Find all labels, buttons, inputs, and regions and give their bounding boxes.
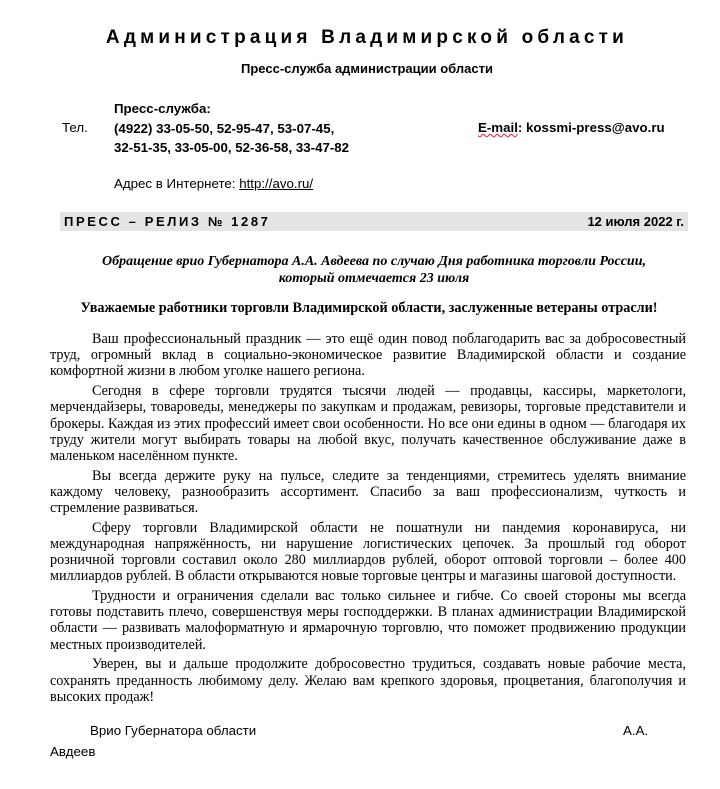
press-service-heading: Пресс-служба: bbox=[114, 101, 211, 116]
release-bar bbox=[60, 212, 688, 231]
phones-line-1: (4922) 33-05-50, 52-95-47, 53-07-45, bbox=[114, 120, 335, 136]
press-service-subtitle: Пресс-служба администрации области bbox=[241, 61, 493, 76]
appeal-heading bbox=[62, 253, 686, 287]
phones-line-2: 32-51-35, 33-05-00, 52-36-58, 33-47-82 bbox=[114, 140, 350, 155]
release-number: ПРЕСС – РЕЛИЗ № 1287 bbox=[64, 214, 271, 229]
paragraph: Вы всегда держите руку на пульсе, следите за тенденциями, стремитесь уделять внимание каждому человеку, разнообразить ассортимент. Спасибо за ваш профессионализм, чуткость и стремление развиваться. bbox=[50, 467, 686, 517]
letter-body bbox=[50, 331, 686, 708]
salutation: Уважаемые работники торговли Владимирской области, заслуженные ветераны отрасли! bbox=[80, 300, 658, 316]
signature-initials: А.А. bbox=[623, 723, 649, 738]
signature-title: Врио Губернатора области bbox=[90, 723, 257, 738]
email-address[interactable]: kossmi-press@avo.ru bbox=[526, 120, 665, 135]
tel-label: Тел. bbox=[62, 120, 88, 135]
release-date: 12 июля 2022 г. bbox=[587, 214, 684, 229]
email-line: E-mail: kossmi-press@avo.ru bbox=[478, 120, 665, 135]
agency-title: Администрация Владимирской области bbox=[105, 27, 629, 48]
contacts-block bbox=[114, 99, 349, 158]
email-label: E-mail bbox=[478, 120, 518, 135]
paragraph: Ваш профессиональный праздник — это ещё один повод поблагодарить вас за добросовестный труд, огромный вклад в социально-экономическое развитие Владимирской области и создание комфортной жизни в любом уголке нашего региона. bbox=[50, 331, 686, 380]
appeal-line-1: Обращение врио Губернатора А.А. Авдеева по случаю Дня работника торговли России, bbox=[101, 254, 647, 269]
website-link[interactable]: http://avo.ru/ bbox=[239, 176, 314, 191]
signature-surname: Авдеев bbox=[50, 744, 96, 759]
paragraph: Уверен, вы и дальше продолжите добросовестно трудиться, создавать новые рабочие места, сохранять преданность любимому делу. Желаю вам крепкого здоровья, процветания, благополучия и высоких продаж! bbox=[50, 656, 686, 705]
paragraph: Трудности и ограничения сделали вас только сильнее и гибче. Со своей стороны мы всегда готовы подставить плечо, совершенствуя меры господдержки. В планах администрации Владимирской области — развивать малоформатную и ярмарочную торговлю, что поможет продвижению продукции местных производителей. bbox=[50, 588, 686, 653]
website-line bbox=[114, 176, 313, 191]
appeal-line-2: который отмечается 23 июля bbox=[278, 271, 470, 286]
paragraph: Сегодня в сфере торговли трудятся тысячи людей — продавцы, кассиры, маркетологи, мерчендайзеры, товароведы, менеджеры по закупкам и продажам, ревизоры, торговые представители и брокеры. Каждая из этих профессий имеет свои особенности. Но все они едины в одном — благодаря их труду жители могут выбирать товары на любой вкус, получать качественное обслуживание даже в маленьком населённом пункте. bbox=[50, 383, 686, 464]
website-label: Адрес в Интернете: bbox=[114, 176, 236, 191]
paragraph: Сферу торговли Владимирской области не пошатнули ни пандемия коронавируса, ни международная напряжённость, ни нарушение логистических цепочек. За прошлый год оборот розничной торговли составил около 280 миллиардов рублей, оборот оптовой торговли – более 400 миллиардов рублей. В области открываются новые торговые центры и магазины шаговой доступности. bbox=[50, 519, 686, 585]
